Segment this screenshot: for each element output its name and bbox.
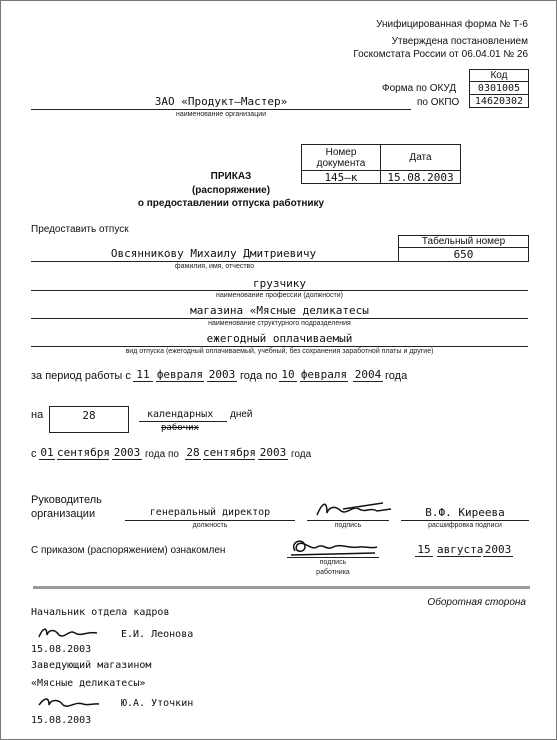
- duration-days-value: 28: [82, 409, 96, 422]
- profession-caption: наименование профессии (должности): [216, 292, 343, 299]
- period-mid-word: года по: [240, 370, 278, 382]
- employee-department: магазина «Мясные деликатесы: [190, 304, 369, 317]
- leave-type-caption: вид отпуска (ежегодный оплачиваемый, учебный, без сохранения заработной платы и другие): [125, 348, 434, 355]
- worker-signature-caption-2: работника: [316, 569, 350, 576]
- doc-date-header: Дата: [380, 144, 461, 171]
- leave-type-line: [31, 346, 528, 347]
- dates-to-year: 2003: [259, 446, 287, 459]
- period-from-year: 2003: [208, 368, 236, 381]
- grant-label: Предоставить отпуск: [31, 224, 129, 235]
- head-position: генеральный директор: [149, 507, 271, 518]
- head-decoded-name: В.Ф. Киреева: [425, 506, 505, 519]
- okpo-label: по ОКПО: [417, 97, 460, 108]
- head-signature-caption: подпись: [334, 522, 362, 529]
- head-decoded-line: [401, 520, 529, 521]
- store-title-2: «Мясные деликатесы»: [31, 678, 146, 689]
- period-from-day: 11: [133, 368, 153, 382]
- ack-day: 15: [415, 543, 433, 557]
- dates-from-month: сентября: [57, 446, 110, 459]
- organization-caption: наименование организации: [175, 111, 267, 118]
- duration-type-line: [139, 421, 227, 422]
- dates-from-prefix: с: [31, 448, 37, 460]
- period-from-month: февраля: [156, 368, 204, 381]
- reverse-separator: [33, 586, 530, 589]
- profession-line: [31, 290, 528, 291]
- tab-number-header: Табельный номер: [398, 235, 529, 248]
- employee-name: Овсянникову Михаилу Дмитриевичу: [110, 247, 317, 260]
- head-label-1: Руководитель: [31, 494, 102, 506]
- okud-value: 0301005: [469, 81, 529, 95]
- doc-number-header: Номер документа: [301, 144, 381, 171]
- dates-from-day: 01: [40, 446, 54, 459]
- form-title: Унифицированная форма № Т-6: [376, 19, 528, 30]
- tab-number-value: 650: [398, 247, 529, 262]
- store-name: Ю.А. Уточкин: [121, 698, 194, 709]
- duration-days-label: дней: [230, 409, 253, 420]
- okpo-value: 14620302: [469, 94, 529, 108]
- hr-title: Начальник отдела кадров: [31, 607, 170, 618]
- leave-type: ежегодный оплачиваемый: [206, 332, 353, 345]
- doc-subtitle: (распоряжение): [191, 185, 271, 196]
- head-position-caption: должность: [192, 522, 228, 529]
- period-end-word: года: [385, 370, 408, 382]
- hr-signature: [35, 625, 101, 641]
- period-to-month: февраля: [300, 368, 348, 381]
- dates-end-word: года: [291, 449, 312, 460]
- worker-signature-line: [287, 557, 379, 558]
- ack-year: 2003: [484, 543, 512, 556]
- doc-date-value: 15.08.2003: [380, 170, 461, 184]
- department-line: [31, 318, 528, 319]
- reverse-side-label: Оборотная сторона: [427, 597, 526, 608]
- dates-to-month: сентября: [203, 446, 256, 459]
- head-decoded-caption: расшифровка подписи: [428, 522, 502, 529]
- period-label: за период работы с: [31, 370, 131, 382]
- doc-title: ПРИКАЗ: [210, 171, 252, 182]
- duration-work-struck: рабочих: [161, 423, 199, 433]
- dates-mid-word: года по: [145, 449, 179, 460]
- organization-line: [31, 109, 411, 110]
- store-title-1: Заведующий магазином: [31, 660, 152, 671]
- duration-on-label: на: [31, 409, 44, 421]
- employee-name-line: [31, 261, 398, 262]
- employee-name-caption: фамилия, имя, отчество: [174, 263, 255, 270]
- code-header: Код: [469, 69, 529, 82]
- store-signature: [35, 695, 101, 711]
- ack-month: августа: [437, 543, 484, 556]
- head-position-line: [125, 520, 295, 521]
- duration-calendar: календарных: [147, 409, 214, 420]
- worker-signature: [287, 537, 379, 559]
- head-label-2: организации: [31, 508, 96, 520]
- hr-name: Е.И. Леонова: [121, 629, 194, 640]
- period-to-year: 2004: [354, 368, 382, 381]
- head-signature: [313, 499, 395, 521]
- worker-signature-caption-1: подпись: [319, 559, 347, 566]
- doc-purpose: о предоставлении отпуска работнику: [137, 198, 325, 209]
- acquainted-label: С приказом (распоряжением) ознакомлен: [31, 545, 226, 556]
- dates-from-year: 2003: [113, 446, 141, 459]
- dates-to-day: 28: [186, 446, 200, 459]
- employee-profession: грузчику: [253, 277, 306, 290]
- department-caption: наименование структурного подразделения: [208, 320, 351, 327]
- store-date: 15.08.2003: [31, 715, 92, 726]
- period-to-day: 10: [279, 368, 297, 382]
- organization-name: ЗАО «Продукт–Мастер»: [154, 95, 288, 108]
- head-signature-line: [307, 520, 389, 521]
- approved-line-1: Утверждена постановлением: [391, 36, 528, 47]
- approved-line-2: Госкомстата России от 06.04.01 № 26: [353, 49, 528, 60]
- okud-label: Форма по ОКУД: [382, 83, 457, 94]
- hr-date: 15.08.2003: [31, 644, 92, 655]
- doc-number-value: 145–к: [301, 170, 381, 184]
